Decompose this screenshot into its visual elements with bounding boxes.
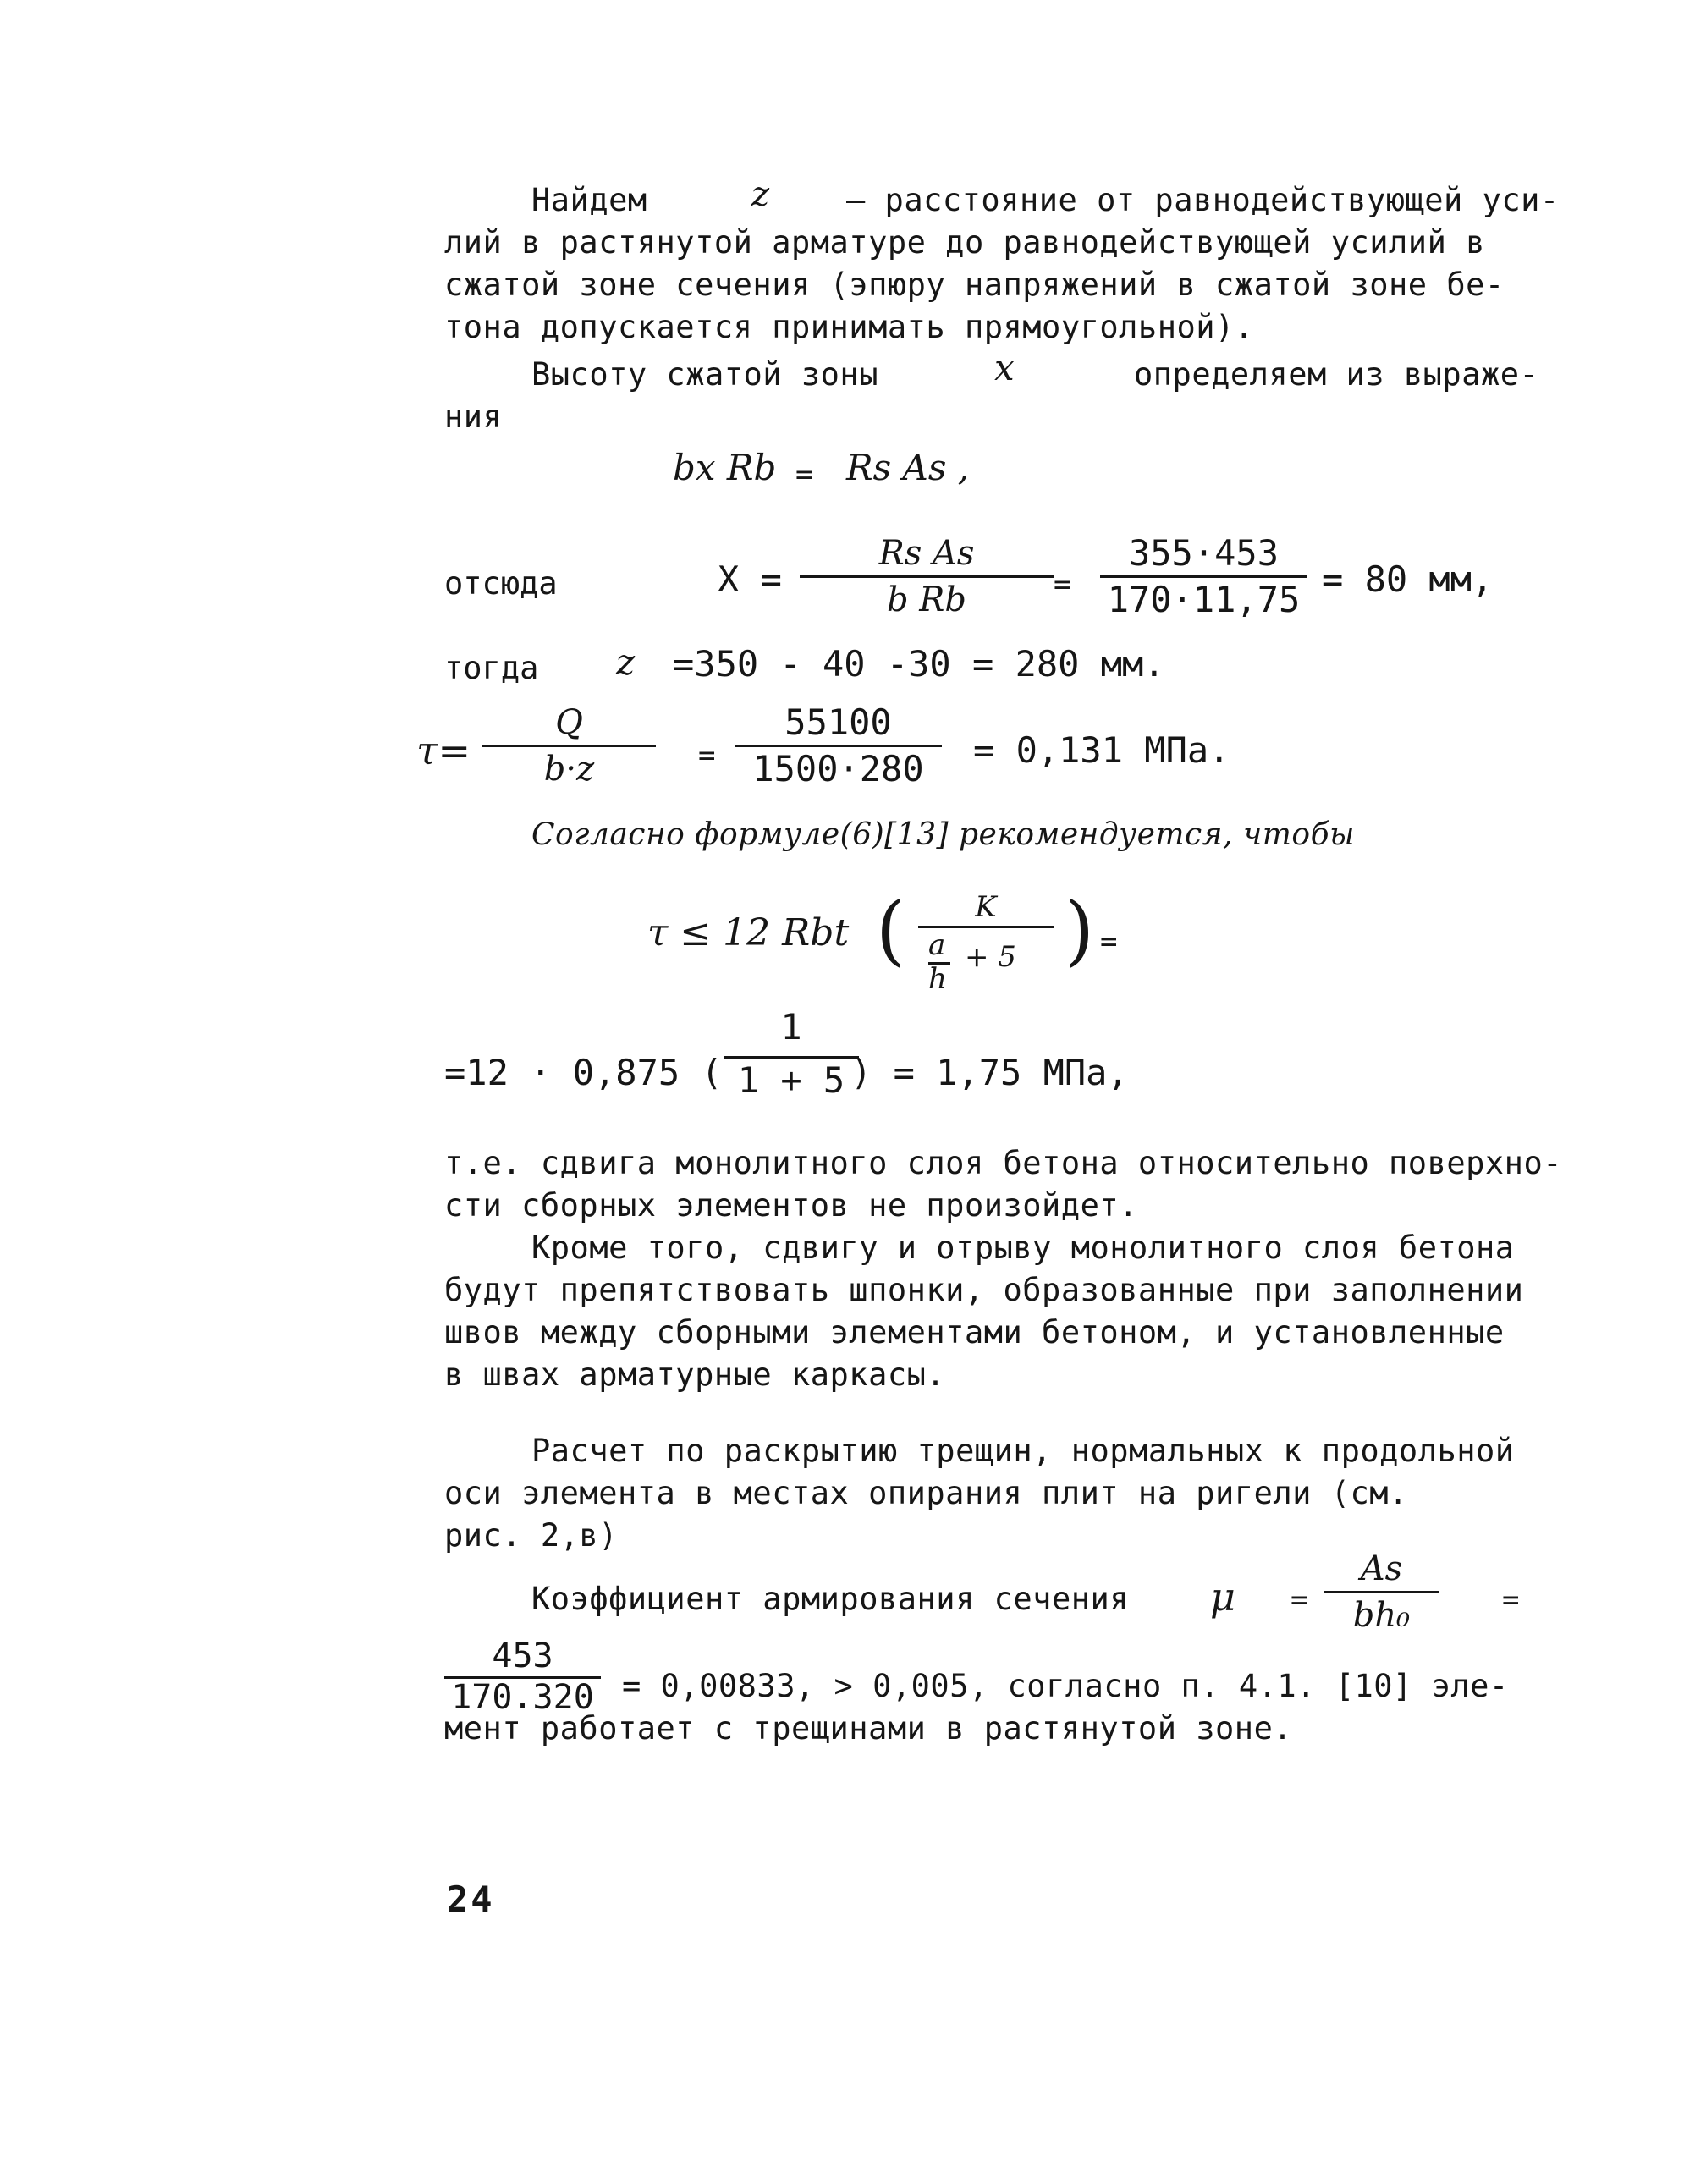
- p5-line4: в швах арматурные каркасы.: [444, 1356, 946, 1393]
- p7-frac-num: As: [1360, 1549, 1403, 1588]
- p5-line2: будут препятствовать шпонки, образованные при заполнении: [444, 1272, 1524, 1308]
- eq4-frac1-den: b·z: [543, 750, 595, 789]
- eq4-result: = 0,131 МПа.: [973, 729, 1230, 771]
- p3-line: Согласно формуле(6)[13] рекомендуется, чтобы: [531, 817, 1355, 852]
- eq5-lhs: τ ≤ 12 Rbt: [647, 911, 850, 954]
- p7-fraction-numeric: [444, 1637, 601, 1717]
- eq4-frac2-den: 1500·280: [752, 748, 924, 789]
- p1-line2: лий в растянутой арматуре до равнодействующей усилий в: [444, 224, 1485, 261]
- eq2-result: = 80 мм,: [1322, 558, 1494, 600]
- p4-line1: т.е. сдвига монолитного слоя бетона относительно поверхно-: [444, 1145, 1563, 1181]
- p5-line1: Кроме того, сдвигу и отрыву монолитного слоя бетона: [531, 1230, 1515, 1266]
- p1-line4: тона допускается принимать прямоугольной).: [444, 309, 1254, 345]
- p7-frac-den: bh₀: [1352, 1596, 1411, 1635]
- eq5-den-a: a: [928, 928, 946, 962]
- eq6-frac-den: 1 + 5: [737, 1059, 845, 1101]
- eq4-frac1-bar: [482, 745, 656, 747]
- eq2-equals: =: [1054, 568, 1071, 602]
- eq4-frac2-bar: [735, 745, 942, 747]
- p6-line1: Расчет по раскрытию трещин, нормальных к продольной: [531, 1433, 1515, 1469]
- eq5-equals: =: [1100, 925, 1118, 959]
- p7-frac2-den: 170.320: [451, 1678, 594, 1717]
- eq2-frac2-den: 170·11,75: [1107, 579, 1301, 620]
- eq2-frac1-den: b Rb: [886, 580, 967, 619]
- p1-line3: сжатой зоне сечения (эпюру напряжений в сжатой зоне бе-: [444, 267, 1505, 303]
- p2-line1-start: Высоту сжатой зоны: [531, 356, 878, 393]
- eq6-frac-bar: [724, 1056, 859, 1059]
- p1-line1-start: Найдем: [531, 182, 647, 218]
- eq4-lhs: τ=: [416, 728, 471, 773]
- eq1-equals: =: [795, 458, 813, 492]
- p7-frac2-num: 453: [492, 1637, 553, 1675]
- eq2-frac2-bar: [1100, 575, 1307, 578]
- eq1-lhs: bx Rb: [673, 447, 777, 488]
- eq4-frac2-num: 55100: [784, 701, 892, 743]
- eq3-label: тогда: [444, 650, 539, 686]
- p2-line2: ния: [444, 399, 503, 435]
- p7-line2: = 0,00833, > 0,005, согласно п. 4.1. [10] эле-: [622, 1668, 1509, 1704]
- eq5-frac-den: [918, 930, 1054, 998]
- mu-symbol: μ: [1210, 1574, 1235, 1620]
- eq3-expression: =350 - 40 -30 = 280 мм.: [673, 643, 1165, 685]
- eq5-den-plus: + 5: [965, 940, 1016, 974]
- eq2-frac2-num: 355·453: [1128, 532, 1279, 574]
- p6-line3: рис. 2,в): [444, 1517, 618, 1554]
- eq2-frac1-bar: [800, 575, 1054, 578]
- eq2-lhs: X =: [718, 558, 782, 600]
- eq4-frac1-num: Q: [555, 703, 583, 742]
- eq5-frac-num: K: [975, 890, 997, 924]
- eq2-frac1-num: Rs As: [878, 534, 975, 573]
- eq3-z-symbol: z: [616, 641, 636, 683]
- eq5-open-paren: (: [876, 886, 906, 975]
- p2-line1-end: определяем из выраже-: [1134, 356, 1539, 393]
- eq5-den-h: h: [928, 962, 947, 996]
- p7-equals2: =: [1502, 1583, 1520, 1617]
- z-symbol: z: [751, 175, 770, 214]
- p7-equals: =: [1291, 1583, 1308, 1617]
- p5-line3: швов между сборными элементами бетоном, и установленные: [444, 1314, 1505, 1351]
- eq2-fraction-numeric: [1100, 533, 1307, 620]
- p6-line2: оси элемента в местах опирания плит на ригели (см.: [444, 1475, 1408, 1511]
- p1-line1-end: – расстояние от равнодействующей уси-: [846, 182, 1560, 218]
- eq6-rhs: ) = 1,75 МПа,: [850, 1052, 1129, 1093]
- eq6-lhs: =12 · 0,875 (: [444, 1052, 723, 1093]
- page-number: 24: [447, 1879, 495, 1920]
- p7-fraction-symbolic: [1324, 1549, 1439, 1636]
- eq6-frac-num: 1: [780, 1006, 802, 1048]
- p7-line3: мент работает с трещинами в растянутой зоне.: [444, 1710, 1293, 1747]
- x-symbol: x: [994, 347, 1015, 388]
- eq2-fraction-symbolic: [800, 533, 1054, 620]
- p4-line2: сти сборных элементов не произойдет.: [444, 1187, 1138, 1224]
- eq1-rhs: Rs As ,: [846, 447, 970, 488]
- eq5-close-paren: ): [1065, 886, 1095, 975]
- eq4-fraction-symbolic: [482, 702, 656, 789]
- eq4-equals: =: [698, 739, 716, 773]
- p7-line1: Коэффициент армирования сечения: [531, 1581, 1130, 1617]
- eq5-fraction: [918, 890, 1054, 998]
- eq4-fraction-numeric: [735, 702, 942, 789]
- eq2-label: отсюда: [444, 565, 558, 602]
- eq6-fraction: [724, 1007, 859, 1101]
- p7-frac-bar: [1324, 1591, 1439, 1593]
